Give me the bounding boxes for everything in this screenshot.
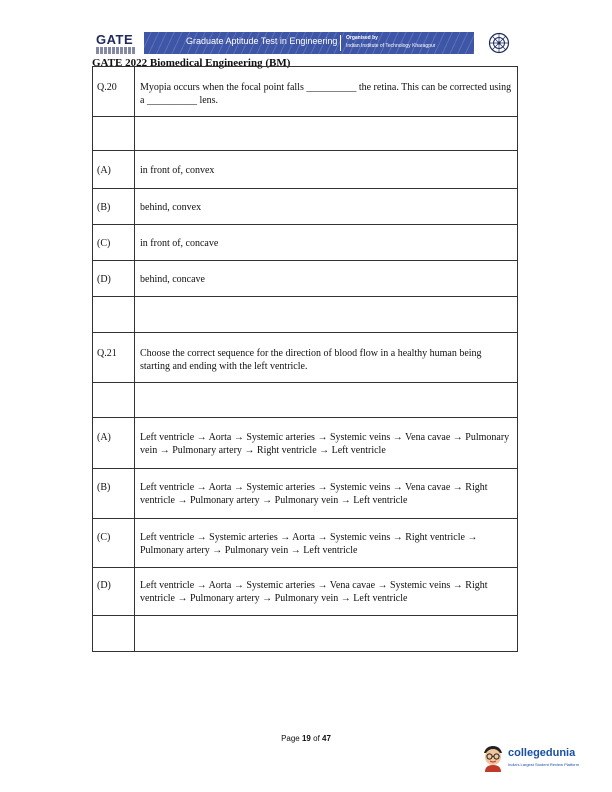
question-text: Myopia occurs when the focal point falls __________ the retina. This can be corrected using a __________ lens. — [135, 67, 518, 117]
option-text: behind, convex — [135, 189, 518, 225]
spacer-row — [93, 297, 518, 333]
page-current: 19 — [301, 734, 311, 743]
option-text: Left ventricle → Aorta → Systemic arteries → Systemic veins → Vena cavae → Right ventricle → Pulmonary artery → Pulmonary vein → Left ventricle — [135, 469, 518, 519]
option-row — [93, 418, 518, 469]
page-prefix: Page — [281, 734, 300, 743]
option-text: in front of, concave — [135, 225, 518, 261]
option-label: (A) — [93, 418, 135, 469]
option-label: (B) — [93, 469, 135, 519]
option-label: (B) — [93, 189, 135, 225]
option-row — [93, 469, 518, 519]
option-row — [93, 151, 518, 189]
page-total: 47 — [322, 734, 331, 743]
banner-divider — [340, 35, 341, 51]
spacer-row — [93, 117, 518, 151]
organised-by-label: Organised by — [346, 35, 378, 41]
question-number: Q.20 — [93, 67, 135, 117]
page-of: of — [313, 734, 320, 743]
option-row — [93, 519, 518, 568]
option-text: Left ventricle → Systemic arteries → Aorta → Systemic veins → Right ventricle → Pulmonary artery → Pulmonary vein → Left ventricle — [135, 519, 518, 568]
option-row — [93, 189, 518, 225]
option-row — [93, 261, 518, 297]
header-banner — [144, 32, 474, 54]
gate-logo-subtext — [96, 47, 136, 54]
option-label: (C) — [93, 519, 135, 568]
collegedunia-logo — [480, 744, 590, 774]
option-row — [93, 225, 518, 261]
question-table — [92, 66, 518, 652]
spacer-row — [93, 383, 518, 418]
page-header — [92, 30, 520, 58]
option-text: behind, concave — [135, 261, 518, 297]
question-text: Choose the correct sequence for the direction of blood flow in a healthy human being starting and ending with the left ventricle. — [135, 333, 518, 383]
page-number — [0, 734, 612, 743]
option-label: (D) — [93, 261, 135, 297]
option-label: (C) — [93, 225, 135, 261]
option-label: (D) — [93, 568, 135, 616]
document-title: GATE 2022 Biomedical Engineering (BM) — [92, 57, 291, 69]
option-label: (A) — [93, 151, 135, 189]
banner-title: Graduate Aptitude Test in Engineering — [186, 36, 338, 46]
gate-logo — [92, 30, 142, 58]
brand-name: collegedunia — [508, 747, 576, 759]
question-row-q21 — [93, 333, 518, 383]
option-text: Left ventricle → Aorta → Systemic arteries → Vena cavae → Systemic veins → Right ventricle → Pulmonary artery → Pulmonary vein → Left ventricle — [135, 568, 518, 616]
spacer-row — [93, 616, 518, 652]
iit-emblem-icon — [488, 32, 510, 54]
mascot-icon — [480, 744, 506, 772]
organiser-name: Indian Institute of Technology Kharagpur — [346, 43, 436, 49]
option-text: Left ventricle → Aorta → Systemic arteries → Systemic veins → Vena cavae → Pulmonary vein → Pulmonary artery → Right ventricle → Left ventricle — [135, 418, 518, 469]
question-row-q20 — [93, 67, 518, 117]
option-text: in front of, convex — [135, 151, 518, 189]
brand-tagline: India's Largest Student Review Platform — [508, 762, 580, 767]
question-number: Q.21 — [93, 333, 135, 383]
option-row — [93, 568, 518, 616]
gate-logo-text: GATE — [96, 32, 134, 47]
